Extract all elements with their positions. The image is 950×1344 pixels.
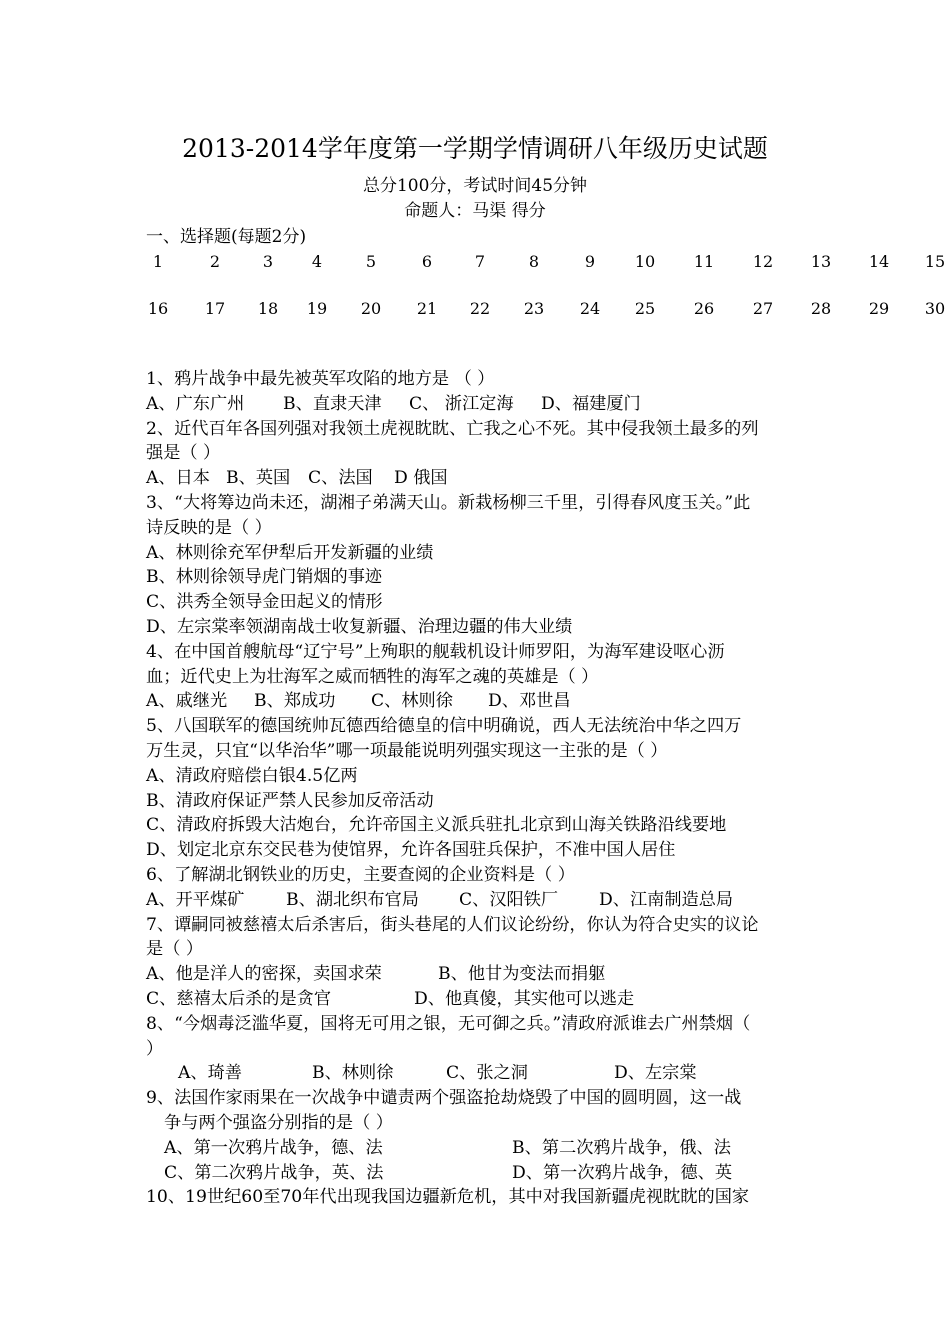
option-row	[146, 689, 826, 714]
option-row	[146, 466, 826, 491]
option: B、林则徐	[312, 1063, 394, 1084]
question-stem: 2、近代百年各国列强对我领土虎视眈眈、亡我之心不死。其中侵我领土最多的列	[146, 418, 759, 439]
option: B、清政府保证严禁人民参加反帝活动	[146, 790, 434, 811]
question-stem: 诗反映的是（ ）	[146, 517, 272, 538]
answer-number: 9	[584, 252, 596, 271]
answer-number: 13	[810, 252, 832, 271]
answer-number: 30	[924, 299, 946, 318]
option: C、汉阳铁厂	[459, 889, 559, 910]
option: C、洪秀全领导金田起义的情形	[146, 592, 383, 613]
answer-number: 12	[752, 252, 774, 271]
option: B、英国	[226, 468, 291, 489]
question-stem: ）	[146, 1038, 164, 1059]
option: B、他甘为变法而捐躯	[438, 964, 606, 985]
option: C、 浙江定海	[409, 393, 514, 414]
answer-number: 22	[469, 299, 491, 318]
answer-number: 23	[523, 299, 545, 318]
option: A、开平煤矿	[146, 889, 245, 910]
answer-number: 21	[416, 299, 438, 318]
option: C、法国	[308, 468, 373, 489]
question-stem: 8、“今烟毒泛滥华夏，国将无可用之银，无可御之兵。”清政府派谁去广州禁烟（	[146, 1013, 751, 1034]
option: A、广东广州	[146, 393, 245, 414]
option-row	[146, 962, 826, 987]
option: A、他是洋人的密探，卖国求荣	[146, 964, 382, 985]
question-list	[146, 367, 826, 1210]
option-row	[146, 1061, 826, 1086]
option: C、张之洞	[446, 1063, 528, 1084]
answer-number: 28	[810, 299, 832, 318]
question-stem: 血；近代史上为壮海军之威而牺牲的海军之魂的英雄是（ ）	[146, 666, 599, 687]
option: A、戚继光	[146, 691, 228, 712]
answer-number: 25	[634, 299, 656, 318]
option: D、福建厦门	[541, 393, 641, 414]
answer-number: 19	[306, 299, 328, 318]
option: D、左宗棠率领湖南战士收复新疆、治理边疆的伟大业绩	[146, 616, 573, 637]
exam-title: 2013-2014学年度第一学期学情调研八年级历史试题	[182, 134, 768, 163]
answer-number: 8	[528, 252, 540, 271]
question-stem: 强是（ ）	[146, 443, 221, 464]
exam-info: 总分100分，考试时间45分钟	[362, 176, 588, 196]
answer-number: 5	[365, 252, 377, 271]
exam-author: 命题人：马渠 得分	[404, 201, 546, 221]
option: D、左宗棠	[614, 1063, 697, 1084]
option: C、第二次鸦片战争，英、法	[164, 1162, 384, 1183]
option: C、清政府拆毁大沽炮台，允许帝国主义派兵驻扎北京到山海关铁路沿线要地	[146, 815, 727, 836]
option: D、他真傻，其实他可以逃走	[414, 988, 635, 1009]
option-row	[146, 987, 826, 1012]
option: B、郑成功	[254, 691, 336, 712]
answer-number: 15	[924, 252, 946, 271]
option: A、清政府赔偿白银4.5亿两	[146, 765, 358, 786]
question-stem: 1、鸦片战争中最先被英军攻陷的地方是 （ ）	[146, 369, 495, 389]
answer-number: 29	[868, 299, 890, 318]
question-stem: 9、法国作家雨果在一次战争中谴责两个强盗抢劫烧毁了中国的圆明圆，这一战	[146, 1088, 742, 1109]
answer-number: 11	[693, 252, 715, 271]
option-row	[146, 888, 826, 913]
question-stem: 7、谭嗣同被慈禧太后杀害后，街头巷尾的人们议论纷纷，你认为符合史实的议论	[146, 914, 759, 935]
option: A、琦善	[178, 1063, 242, 1084]
option: D、划定北京东交民巷为使馆界，允许各国驻兵保护，不准中国人居住	[146, 840, 676, 861]
option: D 俄国	[394, 468, 448, 489]
answer-number: 26	[693, 299, 715, 318]
answer-number: 20	[360, 299, 382, 318]
option: C、林则徐	[371, 691, 453, 712]
section-heading: 一、选择题(每题2分)	[146, 227, 307, 247]
option: D、江南制造总局	[599, 889, 734, 910]
option: A、第一次鸦片战争，德、法	[164, 1137, 383, 1158]
answer-number: 3	[262, 252, 274, 271]
option: D、邓世昌	[488, 691, 571, 712]
answer-number: 4	[311, 252, 323, 271]
option: D、第一次鸦片战争，德、英	[512, 1162, 733, 1183]
option: C、慈禧太后杀的是贪官	[146, 988, 332, 1009]
answer-number: 16	[147, 299, 169, 318]
answer-number: 2	[209, 252, 221, 271]
option-row	[146, 392, 826, 417]
option-row	[146, 1136, 826, 1161]
question-stem: 是（ ）	[146, 939, 204, 960]
answer-number: 24	[579, 299, 601, 318]
option-row	[146, 1161, 826, 1186]
question-stem: 10、19世纪60至70年代出现我国边疆新危机，其中对我国新疆虎视眈眈的国家	[146, 1187, 750, 1208]
question-stem: 4、在中国首艘航母“辽宁号”上殉职的舰载机设计师罗阳，为海军建设呕心沥	[146, 641, 725, 662]
answer-number: 10	[634, 252, 656, 271]
answer-number: 6	[421, 252, 433, 271]
question-stem: 万生灵，只宜“以华治华”哪一项最能说明列强实现这一主张的是（ ）	[146, 740, 668, 761]
question-stem: 6、了解湖北钢铁业的历史，主要查阅的企业资料是（ ）	[146, 864, 575, 885]
option: B、直隶天津	[283, 393, 382, 414]
answer-number: 17	[204, 299, 226, 318]
option: B、第二次鸦片战争，俄、法	[512, 1137, 731, 1158]
question-stem: 5、八国联军的德国统帅瓦德西给德皇的信中明确说，西人无法统治中华之四万	[146, 716, 742, 737]
answer-number: 14	[868, 252, 890, 271]
answer-number-row-2	[0, 297, 950, 321]
answer-number: 18	[257, 299, 279, 318]
answer-number: 7	[474, 252, 486, 271]
option: A、日本	[146, 468, 210, 489]
answer-number-row-1	[0, 250, 950, 274]
option: B、林则徐领导虎门销烟的事迹	[146, 567, 383, 588]
question-stem: 争与两个强盗分别指的是（ ）	[164, 1112, 393, 1133]
option: B、湖北织布官局	[286, 889, 419, 910]
answer-number: 27	[752, 299, 774, 318]
question-stem: 3、“大将筹边尚未还，湖湘子弟满天山。新栽杨柳三千里，引得春风度玉关。”此	[146, 492, 751, 513]
answer-number: 1	[152, 252, 164, 271]
option: A、林则徐充军伊犁后开发新疆的业绩	[146, 542, 434, 563]
